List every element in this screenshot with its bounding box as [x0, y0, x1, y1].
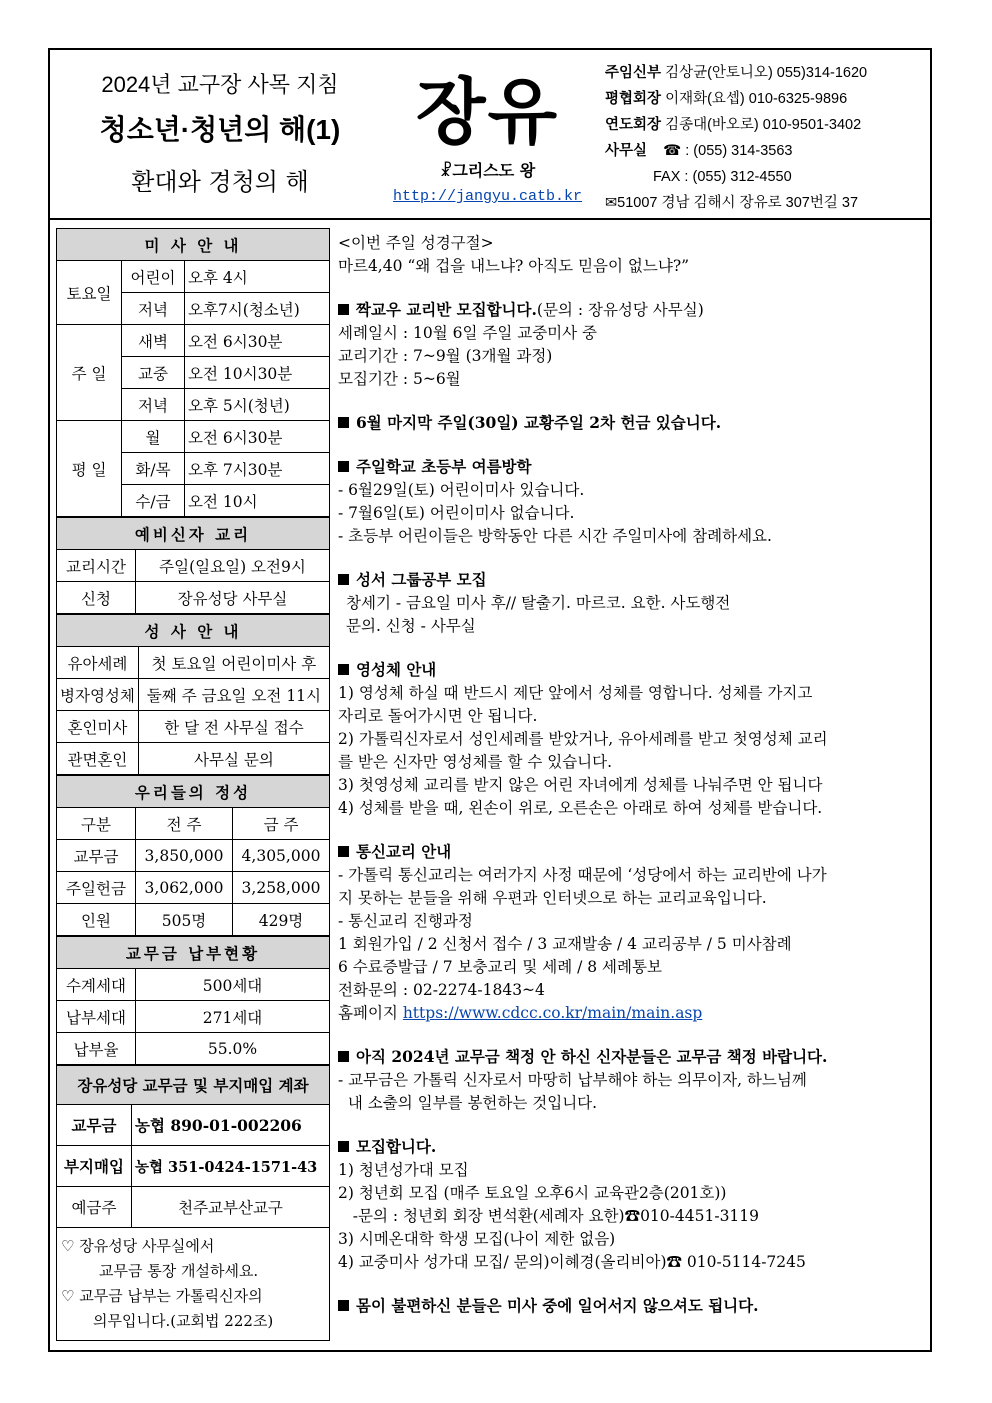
gospel-text: 마르4,40 “왜 겁을 내느냐? 아직도 믿음이 없느냐?”	[338, 257, 690, 275]
square-bullet-icon	[338, 1051, 349, 1062]
list-item: - 6월29일(토) 어린이미사 있습니다.	[338, 481, 585, 499]
feast-label: 그리스도 왕	[452, 161, 536, 180]
sacrament-table	[56, 614, 330, 775]
list-item: - 교무금은 가톨릭 신자로서 마땅히 납부해야 하는 의무이자, 하느님께	[338, 1071, 807, 1089]
offering-curr: 429명	[233, 904, 330, 936]
gospel-title: <이번 주일 성경구절>	[338, 234, 494, 252]
list-item: 1) 청년성가대 모집	[338, 1161, 469, 1179]
heading-text: 몸이 불편하신 분들은 미사 중에 일어서지 않으셔도 됩니다.	[356, 1296, 759, 1315]
mass-time: 오후7시(청소년)	[185, 293, 330, 325]
contact-value: ☎ : (055) 314-3563	[663, 143, 793, 159]
list-item: - 가톨릭 통신교리는 여러가지 사정 때문에 ‘성당에서 하는 교리반에 나가	[338, 866, 827, 884]
motto-main: 청소년·청년의 해(1)	[99, 114, 341, 145]
list-item: 2) 청년회 모집 (매주 토요일 오후6시 교육관2층(201호))	[338, 1184, 727, 1202]
contact-office	[605, 138, 930, 164]
dues-label: 납부율	[57, 1033, 136, 1065]
list-item: 4) 교중미사 성가대 모집/ 문의)이혜경(올리비아)☎ 010-5114-7245	[338, 1253, 806, 1271]
sacrament-label: 병자영성체	[57, 679, 139, 711]
mass-time: 오전 10시30분	[185, 357, 330, 389]
motto-sub: 환대와 경청의 해	[131, 168, 309, 196]
note-line: ♡ 장유성당 사무실에서	[61, 1237, 215, 1255]
offering-prev: 3,062,000	[136, 872, 233, 904]
header	[50, 50, 930, 220]
mass-time: 오후 5시(청년)	[185, 389, 330, 421]
list-item: 전화문의 : 02-2274-1843~4	[338, 981, 545, 999]
contact-pastor	[605, 60, 930, 86]
sacrament-label: 혼인미사	[57, 711, 139, 743]
section-heading	[338, 1045, 928, 1069]
offering-title: 우리들의 정성	[57, 776, 330, 808]
catechumen-apply-label: 신청	[57, 582, 136, 614]
contact-value: 이재화(요셉) 010-6325-9896	[665, 91, 848, 107]
account-value: 천주교부산교구	[132, 1187, 330, 1228]
note-line: ♡ 교무금 납부는 가톨릭신자의	[61, 1287, 263, 1305]
dues-value: 271세대	[136, 1001, 330, 1033]
list-item: 3) 시메온대학 학생 모집(나이 제한 없음)	[338, 1230, 616, 1248]
offering-col-label: 구분	[57, 808, 136, 840]
envelope-icon: ✉	[605, 195, 618, 211]
catechumen-time-value: 주일(일요일) 오전9시	[136, 550, 330, 582]
contact-value: 51007 경남 김해시 장유로 307번길 37	[617, 195, 859, 211]
mass-type: 화/목	[122, 453, 185, 485]
list-item: -문의 : 청년회 회장 변석환(세례자 요한)☎010-4451-3119	[338, 1207, 760, 1225]
heading-text: 6월 마지막 주일(30일) 교황주일 2차 헌금 있습니다.	[356, 413, 722, 432]
list-item: 모집기간 : 5~6월	[338, 370, 461, 388]
mass-type: 수/금	[122, 485, 185, 517]
note-line: 의무입니다.(교회법 222조)	[93, 1312, 274, 1330]
account-value: 농협 890-01-002206	[132, 1105, 330, 1146]
square-bullet-icon	[338, 1141, 349, 1152]
mass-type: 교중	[122, 357, 185, 389]
mass-type: 저녁	[122, 293, 185, 325]
section-heading	[338, 658, 928, 682]
bulletin-frame	[48, 48, 932, 1352]
dues-title: 교무금 납부현황	[57, 937, 330, 969]
offering-curr: 4,305,000	[233, 840, 330, 872]
catechumen-time-label: 교리시간	[57, 550, 136, 582]
heading-text: 통신교리 안내	[356, 842, 452, 861]
square-bullet-icon	[338, 664, 349, 675]
list-item: - 7월6일(토) 어린이미사 없습니다.	[338, 504, 575, 522]
chi-rho-icon: ☧	[439, 161, 453, 180]
list-item: 세례일시 : 10월 6일 주일 교중미사 중	[338, 324, 598, 342]
list-item	[338, 1002, 928, 1025]
mass-type: 어린이	[122, 261, 185, 293]
contact-fax	[605, 164, 930, 190]
square-bullet-icon	[338, 846, 349, 857]
square-bullet-icon	[338, 1300, 349, 1311]
mass-time: 오전 6시30분	[185, 421, 330, 453]
section-heading	[338, 1294, 928, 1318]
pastoral-motto	[50, 50, 390, 218]
list-item: 교리기간 : 7~9월 (3개월 과정)	[338, 347, 553, 365]
heading-text: 성서 그룹공부 모집	[356, 570, 487, 589]
mass-time: 오후 4시	[185, 261, 330, 293]
contact-value: 김상균(안토니오) 055)314-1620	[665, 65, 868, 81]
section-heading	[338, 455, 928, 479]
square-bullet-icon	[338, 304, 349, 315]
dues-table	[56, 936, 330, 1065]
section-heading	[338, 840, 928, 864]
offering-col-prev: 전 주	[136, 808, 233, 840]
contact-value: 김종대(바오로) 010-9501-3402	[665, 117, 862, 133]
mass-type: 새벽	[122, 325, 185, 357]
list-item: 4) 성체를 받을 때, 왼손이 위로, 오른손은 아래로 하여 성체를 받습니다.	[338, 799, 823, 817]
catechumen-apply-value: 장유성당 사무실	[136, 582, 330, 614]
account-label: 예금주	[57, 1187, 132, 1228]
homepage-label: 홈페이지	[338, 1004, 403, 1022]
sacrament-label: 관면혼인	[57, 743, 139, 775]
feast-name	[380, 158, 595, 181]
account-notes	[56, 1228, 330, 1341]
list-item: 문의. 신청 - 사무실	[346, 617, 476, 635]
account-label: 부지매입	[57, 1146, 132, 1187]
sacrament-value: 둘째 주 금요일 오전 11시	[138, 679, 329, 711]
list-item: 창세기 - 금요일 미사 후// 탈출기. 마르코. 요한. 사도행전	[346, 594, 731, 612]
offering-label: 주일헌금	[57, 872, 136, 904]
mass-time: 오전 6시30분	[185, 325, 330, 357]
sacrament-value: 한 달 전 사무실 접수	[138, 711, 329, 743]
mass-title: 미 사 안 내	[57, 229, 330, 261]
square-bullet-icon	[338, 461, 349, 472]
heading-text: 짝교우 교리반 모집합니다.	[356, 300, 537, 319]
sacrament-value: 사무실 문의	[138, 743, 329, 775]
mass-type: 저녁	[122, 389, 185, 421]
sacrament-label: 유아세례	[57, 647, 139, 679]
left-column	[56, 228, 330, 1341]
heading-text: 아직 2024년 교무금 책정 안 하신 신자분들은 교무금 책정 바랍니다.	[356, 1047, 828, 1066]
contact-role: 사무실	[605, 143, 648, 159]
offering-label: 교무금	[57, 840, 136, 872]
parish-name: 장유	[415, 70, 560, 154]
list-item: 지 못하는 분들을 위해 우편과 인터넷으로 하는 교리교육입니다.	[338, 889, 767, 907]
list-item: 자리로 돌어가시면 안 됩니다.	[338, 707, 538, 725]
mass-time: 오전 10시	[185, 485, 330, 517]
mass-type: 월	[122, 421, 185, 453]
contact-list	[605, 60, 930, 216]
mass-schedule-table	[56, 228, 330, 517]
list-item: - 초등부 어린이들은 방학동안 다른 시간 주일미사에 참례하세요.	[338, 527, 772, 545]
mass-day-saturday: 토요일	[57, 261, 122, 325]
accounts-title: 장유성당 교무금 및 부지매입 계좌	[57, 1066, 330, 1105]
sacrament-title: 성 사 안 내	[57, 615, 330, 647]
dues-value: 500세대	[136, 969, 330, 1001]
announcements	[338, 232, 928, 1318]
heading-text: 주일학교 초등부 여름방학	[356, 457, 532, 476]
account-label: 교무금	[57, 1105, 132, 1146]
list-item: 1 회원가입 / 2 신청서 접수 / 3 교재발송 / 4 교리공부 / 5 미사참례	[338, 935, 792, 953]
contact-role: 평협회장	[605, 91, 662, 107]
offering-table	[56, 775, 330, 936]
offering-col-curr: 금 주	[233, 808, 330, 840]
contact-role: 주임신부	[605, 65, 662, 81]
heading-text: 모집합니다.	[356, 1137, 437, 1156]
square-bullet-icon	[338, 574, 349, 585]
contact-address	[605, 190, 930, 216]
contact-prayer	[605, 112, 930, 138]
mass-time: 오후 7시30분	[185, 453, 330, 485]
parish-title-block	[380, 50, 595, 218]
list-item: 내 소출의 일부를 봉헌하는 것입니다.	[338, 1094, 598, 1112]
account-value: 농협 351-0424-1571-43	[132, 1146, 330, 1187]
contact-role: 연도회장	[605, 117, 662, 133]
list-item: 3) 첫영성체 교리를 받지 않은 어린 자녀에게 성체를 나눠주면 안 됩니다	[338, 776, 823, 794]
accounts-table	[56, 1065, 330, 1228]
square-bullet-icon	[338, 417, 349, 428]
heading-note: (문의 : 장유성당 사무실)	[536, 301, 704, 319]
mass-day-sunday: 주 일	[57, 325, 122, 421]
mass-day-weekday: 평 일	[57, 421, 122, 517]
catechumen-title: 예비신자 교리	[57, 518, 330, 550]
offering-label: 인원	[57, 904, 136, 936]
heading-text: 영성체 안내	[356, 660, 437, 679]
section-heading	[338, 568, 928, 592]
section-heading	[338, 298, 928, 322]
list-item: 를 받은 신자만 영성체를 할 수 있습니다.	[338, 753, 613, 771]
section-heading	[338, 411, 928, 435]
offering-curr: 3,258,000	[233, 872, 330, 904]
dues-label: 납부세대	[57, 1001, 136, 1033]
list-item: - 통신교리 진행과정	[338, 912, 473, 930]
contact-value: FAX : (055) 312-4550	[653, 169, 792, 185]
list-item: 2) 가톨릭신자로서 성인세례를 받았거나, 유아세례를 받고 첫영성체 교리	[338, 730, 828, 748]
sacrament-value: 첫 토요일 어린이미사 후	[138, 647, 329, 679]
contact-council	[605, 86, 930, 112]
section-heading	[338, 1135, 928, 1159]
note-line: 교무금 통장 개설하세요.	[99, 1262, 259, 1280]
offering-prev: 3,850,000	[136, 840, 233, 872]
homepage-link[interactable]: https://www.cdcc.co.kr/main/main.asp	[402, 1004, 703, 1022]
catechumen-table	[56, 517, 330, 614]
list-item: 1) 영성체 하실 때 반드시 제단 앞에서 성체를 영합니다. 성체를 가지고	[338, 684, 813, 702]
motto-year: 2024년 교구장 사목 지침	[101, 72, 339, 97]
website-link[interactable]: http://jangyu.catb.kr	[392, 188, 583, 205]
dues-value: 55.0%	[136, 1033, 330, 1065]
offering-prev: 505명	[136, 904, 233, 936]
dues-label: 수계세대	[57, 969, 136, 1001]
list-item: 6 수료증발급 / 7 보충교리 및 세례 / 8 세례통보	[338, 958, 662, 976]
